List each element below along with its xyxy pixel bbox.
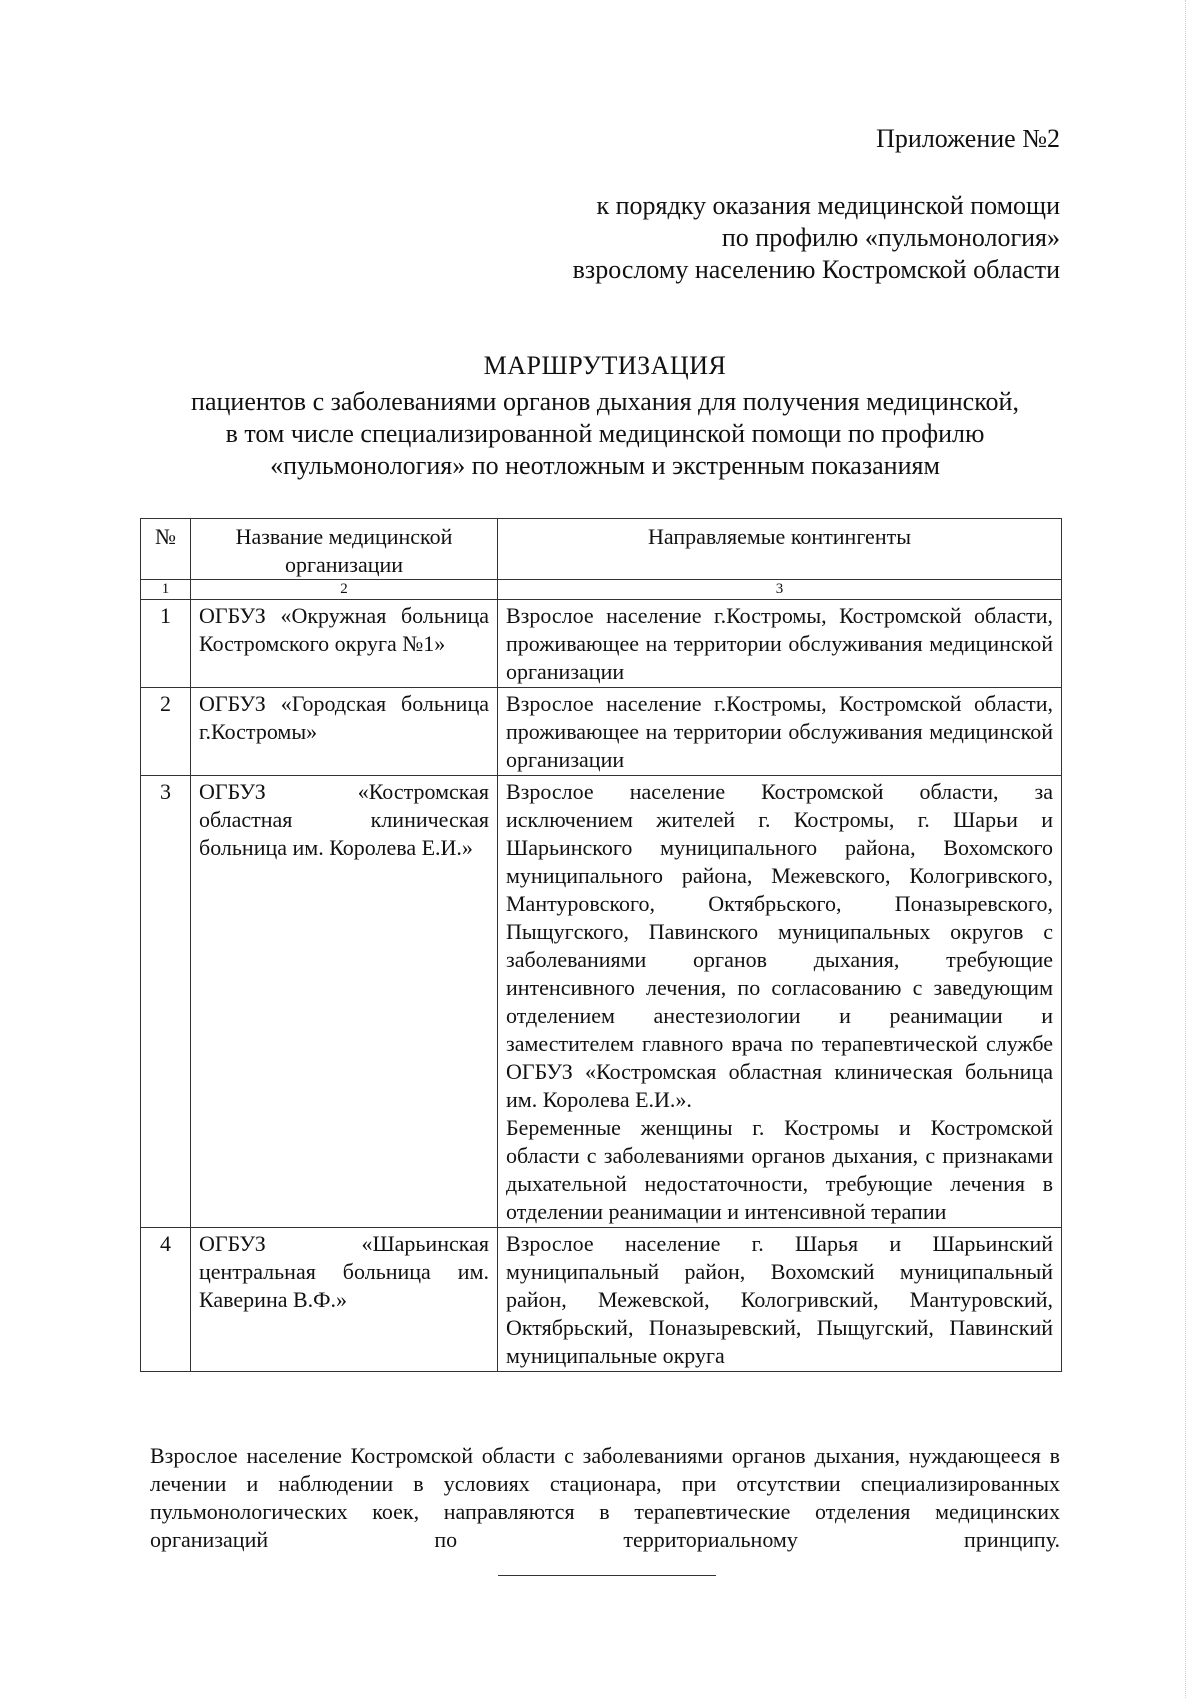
column-number: 1 <box>141 580 191 600</box>
organization-name <box>191 600 498 688</box>
annex-description <box>573 190 1060 286</box>
column-number: 2 <box>191 580 498 600</box>
title-line: в том числе специализированной медицинской помощи по профилю <box>225 419 985 448</box>
header-number: № <box>141 519 191 580</box>
closing-paragraph: Взрослое население Костромской области с заболеваниями органов дыхания, нуждающееся в лечении и наблюдении в условиях стационара, при отсутствии специализированных пульмонологических коек, направляются в терапевтические отделения медицинских организаций по территориальному принципу. <box>150 1443 1060 1552</box>
table-header-row <box>141 519 1062 580</box>
annex-line: по профилю «пульмонология» <box>721 223 1060 252</box>
contingent-text <box>498 688 1062 776</box>
table-row <box>141 1228 1062 1372</box>
row-number: 1 <box>141 600 191 688</box>
column-numbering-row <box>141 580 1062 600</box>
contingent-paragraph: Взрослое население г.Костромы, Костромской области, проживающее на территории обслуживания медицинской организации <box>506 603 1053 684</box>
organization-text: ОГБУЗ «Городская больница г.Костромы» <box>199 691 489 744</box>
contingent-paragraph: Взрослое население г. Шарья и Шарьинский муниципальный район, Вохомский муниципальный район, Межевской, Кологривский, Мантуровский, Октябрьский, Поназыревский, Пыщугский, Павинский муниципальные округа <box>506 1231 1053 1368</box>
contingent-text <box>498 1228 1062 1372</box>
organization-text: ОГБУЗ «Окружная больница Костромского округа №1» <box>199 603 489 656</box>
organization-text: ОГБУЗ «Костромская областная клиническая больница им. Королева Е.И.» <box>199 779 489 860</box>
title-line: пациентов с заболеваниями органов дыхания для получения медицинской, <box>191 387 1019 416</box>
annex-line: к порядку оказания медицинской помощи <box>596 191 1060 220</box>
contingent-paragraph-extra: Беременные женщины г. Костромы и Костромской области с заболеваниями органов дыхания, с признаками дыхательной недостаточности, требующие лечения в отделении реанимации и интенсивной терапии <box>506 1115 1053 1224</box>
organization-name <box>191 688 498 776</box>
row-number: 2 <box>141 688 191 776</box>
table-row <box>141 688 1062 776</box>
annex-label: Приложение №2 <box>876 124 1060 153</box>
end-rule <box>498 1575 716 1576</box>
page-edge <box>1184 0 1186 1698</box>
annex-line: взрослому населению Костромской области <box>572 255 1060 284</box>
organization-text: ОГБУЗ «Шарьинская центральная больница им. Каверина В.Ф.» <box>199 1231 489 1312</box>
header-organization: Название медицинской организации <box>191 519 498 580</box>
organization-name <box>191 776 498 1228</box>
contingent-text <box>498 600 1062 688</box>
contingent-text <box>498 776 1062 1228</box>
row-number: 3 <box>141 776 191 1228</box>
row-number: 4 <box>141 1228 191 1372</box>
table-row <box>141 600 1062 688</box>
document-title <box>150 350 1060 482</box>
table-row <box>141 776 1062 1228</box>
contingent-paragraph: Взрослое население г.Костромы, Костромской области, проживающее на территории обслуживания медицинской организации <box>506 691 1053 772</box>
header-contingents: Направляемые контингенты <box>498 519 1062 580</box>
column-number: 3 <box>498 580 1062 600</box>
organization-name <box>191 1228 498 1372</box>
contingent-paragraph: Взрослое население Костромской области, за исключением жителей г. Костромы, г. Шарьи и Шарьинского муниципального района, Вохомского муниципального района, Межевского, Кологривского, Мантуровского, Октябрьского, Поназыревского, Пыщугского, Павинского муниципальных округов с заболеваниями органов дыхания, требующие интенсивного лечения, по согласованию с заведующим отделением анестезиологии и реанимации и заместителем главного врача по терапевтической службе ОГБУЗ «Костромская областная клиническая больница им. Королева Е.И.». <box>506 779 1053 1112</box>
title-line: «пульмонология» по неотложным и экстренным показаниям <box>270 451 940 480</box>
routing-table <box>140 518 1062 1372</box>
page-title: МАРШРУТИЗАЦИЯ <box>483 351 727 380</box>
